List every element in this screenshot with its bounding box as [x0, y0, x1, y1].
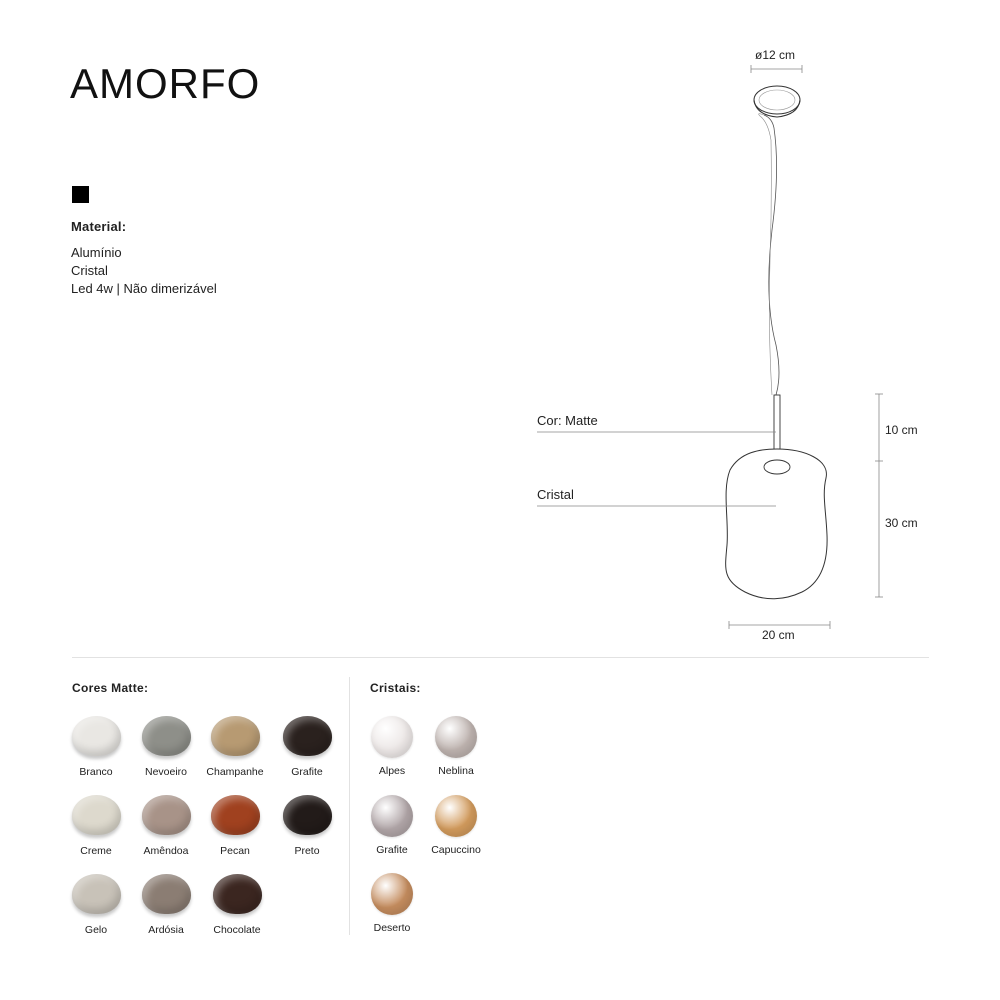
height-top-label: 10 cm: [885, 423, 918, 437]
swatch-amendoa[interactable]: [126, 795, 206, 867]
swatch-chocolate[interactable]: [197, 874, 277, 946]
rod: [774, 395, 780, 455]
crystal-colors-label: Cristais:: [370, 681, 421, 695]
crystal-color: [371, 716, 413, 758]
swatch-color: [142, 874, 191, 914]
crystal-name: Grafite: [376, 844, 408, 856]
swatch-name: Ardósia: [148, 924, 184, 936]
swatch-gelo[interactable]: [56, 874, 136, 946]
swatch-name: Gelo: [84, 924, 108, 936]
product-title: AMORFO: [70, 60, 261, 107]
swatch-color: [142, 716, 191, 756]
crystal-name: Capuccino: [431, 844, 481, 856]
crystal-color: [435, 716, 477, 758]
crystal-name: Neblina: [438, 765, 474, 777]
swatch-color: [283, 795, 332, 835]
crystal-capuccino[interactable]: [416, 795, 496, 867]
swatch-name: Creme: [80, 845, 112, 857]
material-item: Alumínio: [71, 245, 122, 260]
crystal-color: [371, 795, 413, 837]
section-divider: [72, 657, 929, 658]
matte-colors-label: Cores Matte:: [72, 681, 149, 695]
swatch-color: [211, 795, 260, 835]
swatch-grafite[interactable]: [267, 716, 347, 788]
swatch-color: [211, 716, 260, 756]
swatch-creme[interactable]: [56, 795, 136, 867]
swatch-name: Branco: [79, 766, 113, 778]
crystal-name: Deserto: [373, 922, 411, 934]
crystal-neblina[interactable]: [416, 716, 496, 788]
swatch-preto[interactable]: [267, 795, 347, 867]
swatch-name: Grafite: [291, 766, 323, 778]
swatch-branco[interactable]: [56, 716, 136, 788]
swatch-name: Champanhe: [206, 766, 264, 778]
crystal-color: [371, 873, 413, 915]
swatch-ardosia[interactable]: [126, 874, 206, 946]
crystal-name: Alpes: [378, 765, 406, 777]
crystal-color: [435, 795, 477, 837]
callout-color-label: Cor: Matte: [537, 413, 598, 428]
width-label: 20 cm: [762, 628, 795, 642]
swatch-nevoeiro[interactable]: [126, 716, 206, 788]
swatch-color: [213, 874, 262, 914]
swatch-name: Chocolate: [213, 924, 261, 936]
swatch-color: [72, 874, 121, 914]
material-item: Cristal: [71, 263, 108, 278]
column-divider: [349, 677, 350, 935]
material-item: Led 4w | Não dimerizável: [71, 281, 217, 296]
swatch-name: Nevoeiro: [144, 766, 188, 778]
swatch-color: [72, 795, 121, 835]
swatch-name: Amêndoa: [143, 845, 189, 857]
swatch-pecan[interactable]: [195, 795, 275, 867]
swatch-color: [72, 716, 121, 756]
height-body-label: 30 cm: [885, 516, 918, 530]
canopy: [754, 86, 800, 117]
swatch-champanhe[interactable]: [195, 716, 275, 788]
swatch-color: [142, 795, 191, 835]
material-label: Material:: [71, 219, 127, 234]
swatch-color: [283, 716, 332, 756]
canopy-diameter-label: ø12 cm: [755, 48, 796, 62]
swatch-name: Preto: [294, 845, 320, 857]
callout-glass-label: Cristal: [537, 487, 574, 502]
crystal-deserto[interactable]: [352, 873, 432, 945]
swatch-name: Pecan: [220, 845, 250, 857]
